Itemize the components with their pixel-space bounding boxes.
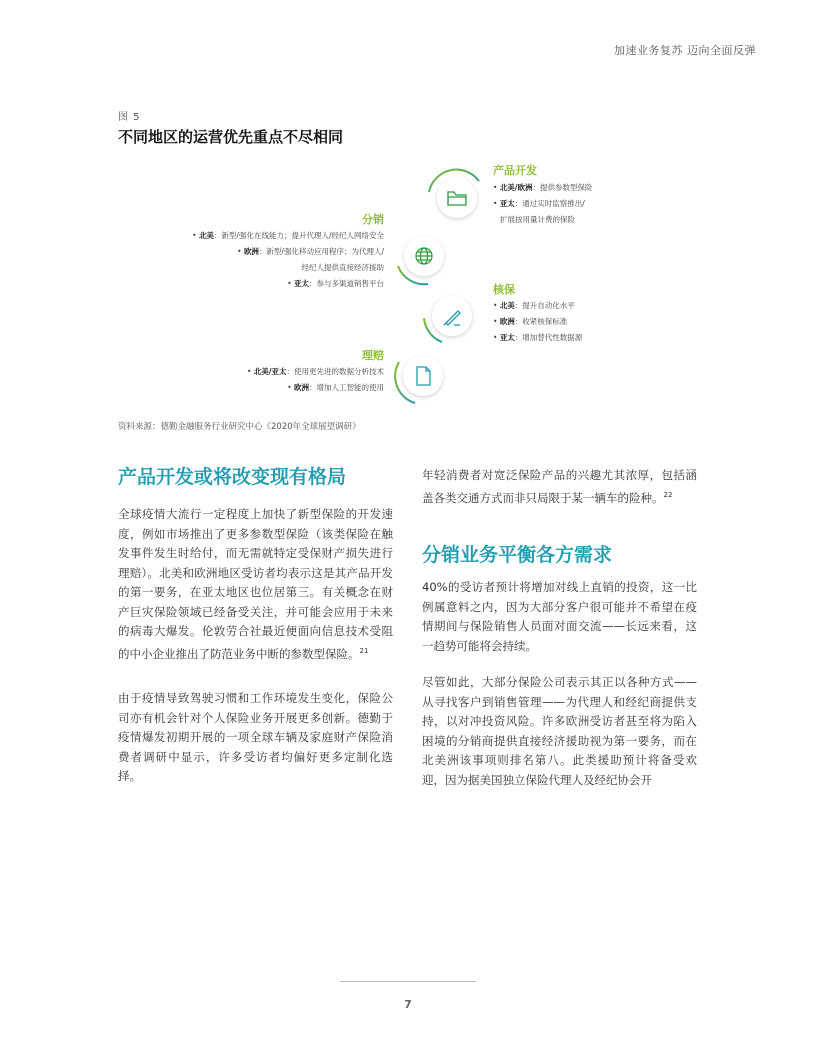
underwriting-item: • 亚太：增加替代性数据源 (493, 333, 583, 342)
footnote-ref: 21 (359, 646, 369, 655)
product-title: 产品开发 (493, 164, 537, 177)
product-item: 扩展按用量计费的保险 (500, 215, 575, 224)
product-item: • 亚太：通过实时监察推出/ (493, 199, 585, 208)
figure-title: 不同地区的运营优先重点不尽相同 (118, 128, 344, 146)
claims-title: 理赔 (362, 349, 384, 362)
distribution-node (398, 236, 444, 284)
claims-item: • 北美/亚太：使用更先进的数据分析技术 (246, 367, 384, 376)
product-item: • 北美/欧洲：提供参数型保险 (493, 183, 593, 192)
product-group (493, 162, 593, 228)
distribution-item: • 欧洲：新型/强化移动应用程序；为代理人/ (237, 247, 384, 256)
section-heading-product: 产品开发或将改变现有格局 (118, 466, 347, 488)
distribution-item: • 亚太：参与多渠道销售平台 (287, 279, 384, 288)
paragraph: 由于疫情导致驾驶习惯和工作环境发生变化，保险公司亦有机会针对个人保险业务开展更多创新。德勤于疫情爆发初期开展的一项全球车辆及家庭财产保险消费者调研中显示，许多受访者均偏好更多定制化选择。 (118, 691, 393, 783)
underwriting-group (493, 281, 582, 346)
distribution-item: 经纪人提供直接经济援助 (301, 263, 384, 272)
distribution-title: 分销 (362, 213, 384, 226)
paragraph: 尽管如此，大部分保险公司表示其正以各种方式——从寻找客户到销售管理——为代理人和经纪商提供支持，以对冲投资风险。许多欧洲受访者甚至将为陷入困境的分销商提供直接经济援助视为第一要务，而在北美洲该事项则排名第八。此类援助预计将备受欢迎，因为据美国独立保险代理人及经纪协会开 (422, 675, 697, 787)
claims-group (247, 347, 384, 396)
figure-label: 图 5 (118, 112, 141, 123)
underwriting-node (424, 296, 472, 342)
footer-divider (340, 981, 476, 982)
figure-source: 资料来源：德勤金融服务行业研究中心《2020年全球展望调研》 (118, 422, 361, 432)
underwriting-item: • 北美：提升自动化水平 (493, 301, 575, 310)
paragraph: 40%的受访者预计将增加对线上直销的投资，这一比例属意料之内，因为大部分客户很可能并不希望在疫情期间与保险销售人员面对面交流——长远来看，这一趋势可能将会持续。 (422, 580, 697, 653)
product-node (429, 170, 479, 218)
claims-item: • 欧洲：增加人工智能的使用 (287, 383, 384, 392)
paragraph: 年轻消费者对宽泛保险产品的兴趣尤其浓厚，包括涵盖各类交通方式而非只局限于某一辆车的险种。$^{22}$ (422, 468, 697, 505)
section-heading-distribution: 分销业务平衡各方需求 (422, 544, 613, 566)
page-number: 7 (404, 998, 412, 1011)
running-header: 加速业务复苏 迈向全面反弹 (614, 44, 756, 57)
underwriting-title: 核保 (493, 283, 515, 296)
paragraph: 全球疫情大流行一定程度上加快了新型保险的开发速度，例如市场推出了更多参数型保险（该类保险在触发事件发生时给付，而无需就特定受保财产损失进行理赔）。北美和欧洲地区受访者均表示这是其产品开发的第一要务，在亚太地区也位居第三。有关概念在财产巨灾保险领域已经备受关注，并可能会应用于未来的病毒大爆发。伦敦劳合社最近便面向信息技术受阻的中小企业推出了防范业务中断的参数型保险。$^{21}$ (118, 507, 393, 661)
distribution-item: • 北美：新型/强化在线能力；提升代理人/经纪人网络安全 (192, 231, 384, 240)
distribution-group (192, 211, 384, 292)
footnote-ref: 22 (663, 490, 673, 499)
underwriting-item: • 欧洲：收紧核保标准 (493, 317, 568, 326)
claims-node (395, 356, 443, 403)
